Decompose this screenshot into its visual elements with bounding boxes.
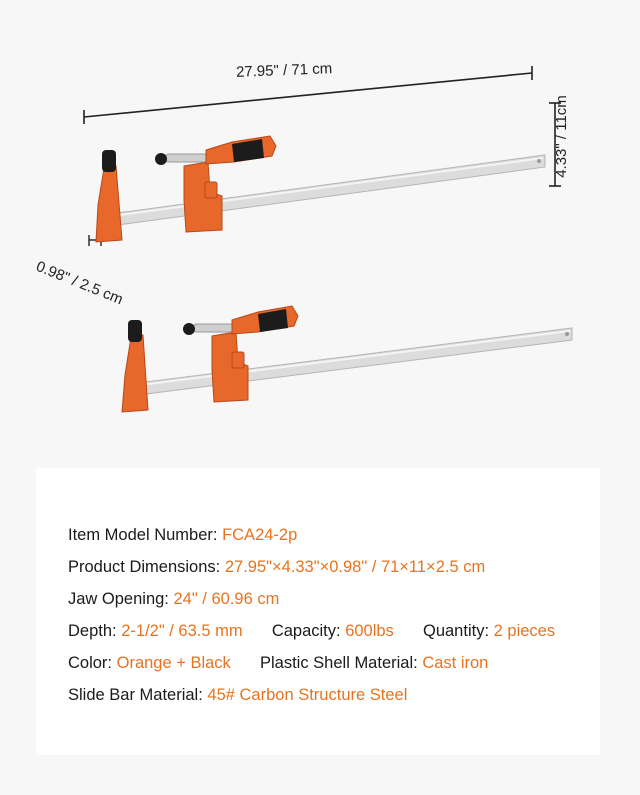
spec-label: Color: [68, 654, 113, 672]
spec-jaw-opening [68, 590, 279, 609]
spec-value: 27.95"×4.33"×0.98" / 71×11×2.5 cm [224, 558, 486, 576]
clamp-bottom [122, 306, 572, 412]
spec-label: Capacity: [271, 622, 341, 640]
length-dimension-label: 27.95" / 71 cm [235, 60, 333, 81]
spec-dimensions [68, 558, 485, 577]
spec-label: Slide Bar Material: [68, 686, 203, 704]
spec-label: Product Dimensions: [68, 558, 221, 576]
spec-value: 24" / 60.96 cm [173, 590, 280, 608]
spec-color-shell [68, 654, 488, 673]
spec-slide-bar [68, 686, 407, 705]
spec-label: Item Model Number: [68, 526, 218, 544]
spec-model [68, 526, 297, 545]
spec-panel [36, 468, 600, 755]
height-dimension-label: 4.33" / 11cm [552, 95, 570, 178]
spec-depth-capacity-quantity [68, 622, 555, 641]
spec-value: Orange + Black [116, 654, 231, 672]
spec-value: 2 pieces [493, 622, 556, 640]
spec-value: 2-1/2" / 63.5 mm [121, 622, 243, 640]
spec-value: 600lbs [345, 622, 394, 640]
fixed-jaw [122, 335, 148, 412]
spec-value: Cast iron [422, 654, 489, 672]
depth-dimension-label: 0.98" / 2.5 cm [33, 258, 126, 309]
spec-label: Depth: [68, 622, 117, 640]
spec-value: 45# Carbon Structure Steel [207, 686, 408, 704]
spec-label: Quantity: [423, 622, 490, 640]
fixed-jaw [96, 166, 122, 242]
spec-label: Plastic Shell Material: [259, 654, 418, 672]
spec-value: FCA24-2p [222, 526, 298, 544]
clamp-top [96, 136, 545, 242]
spec-label: Jaw Opening: [68, 590, 169, 608]
